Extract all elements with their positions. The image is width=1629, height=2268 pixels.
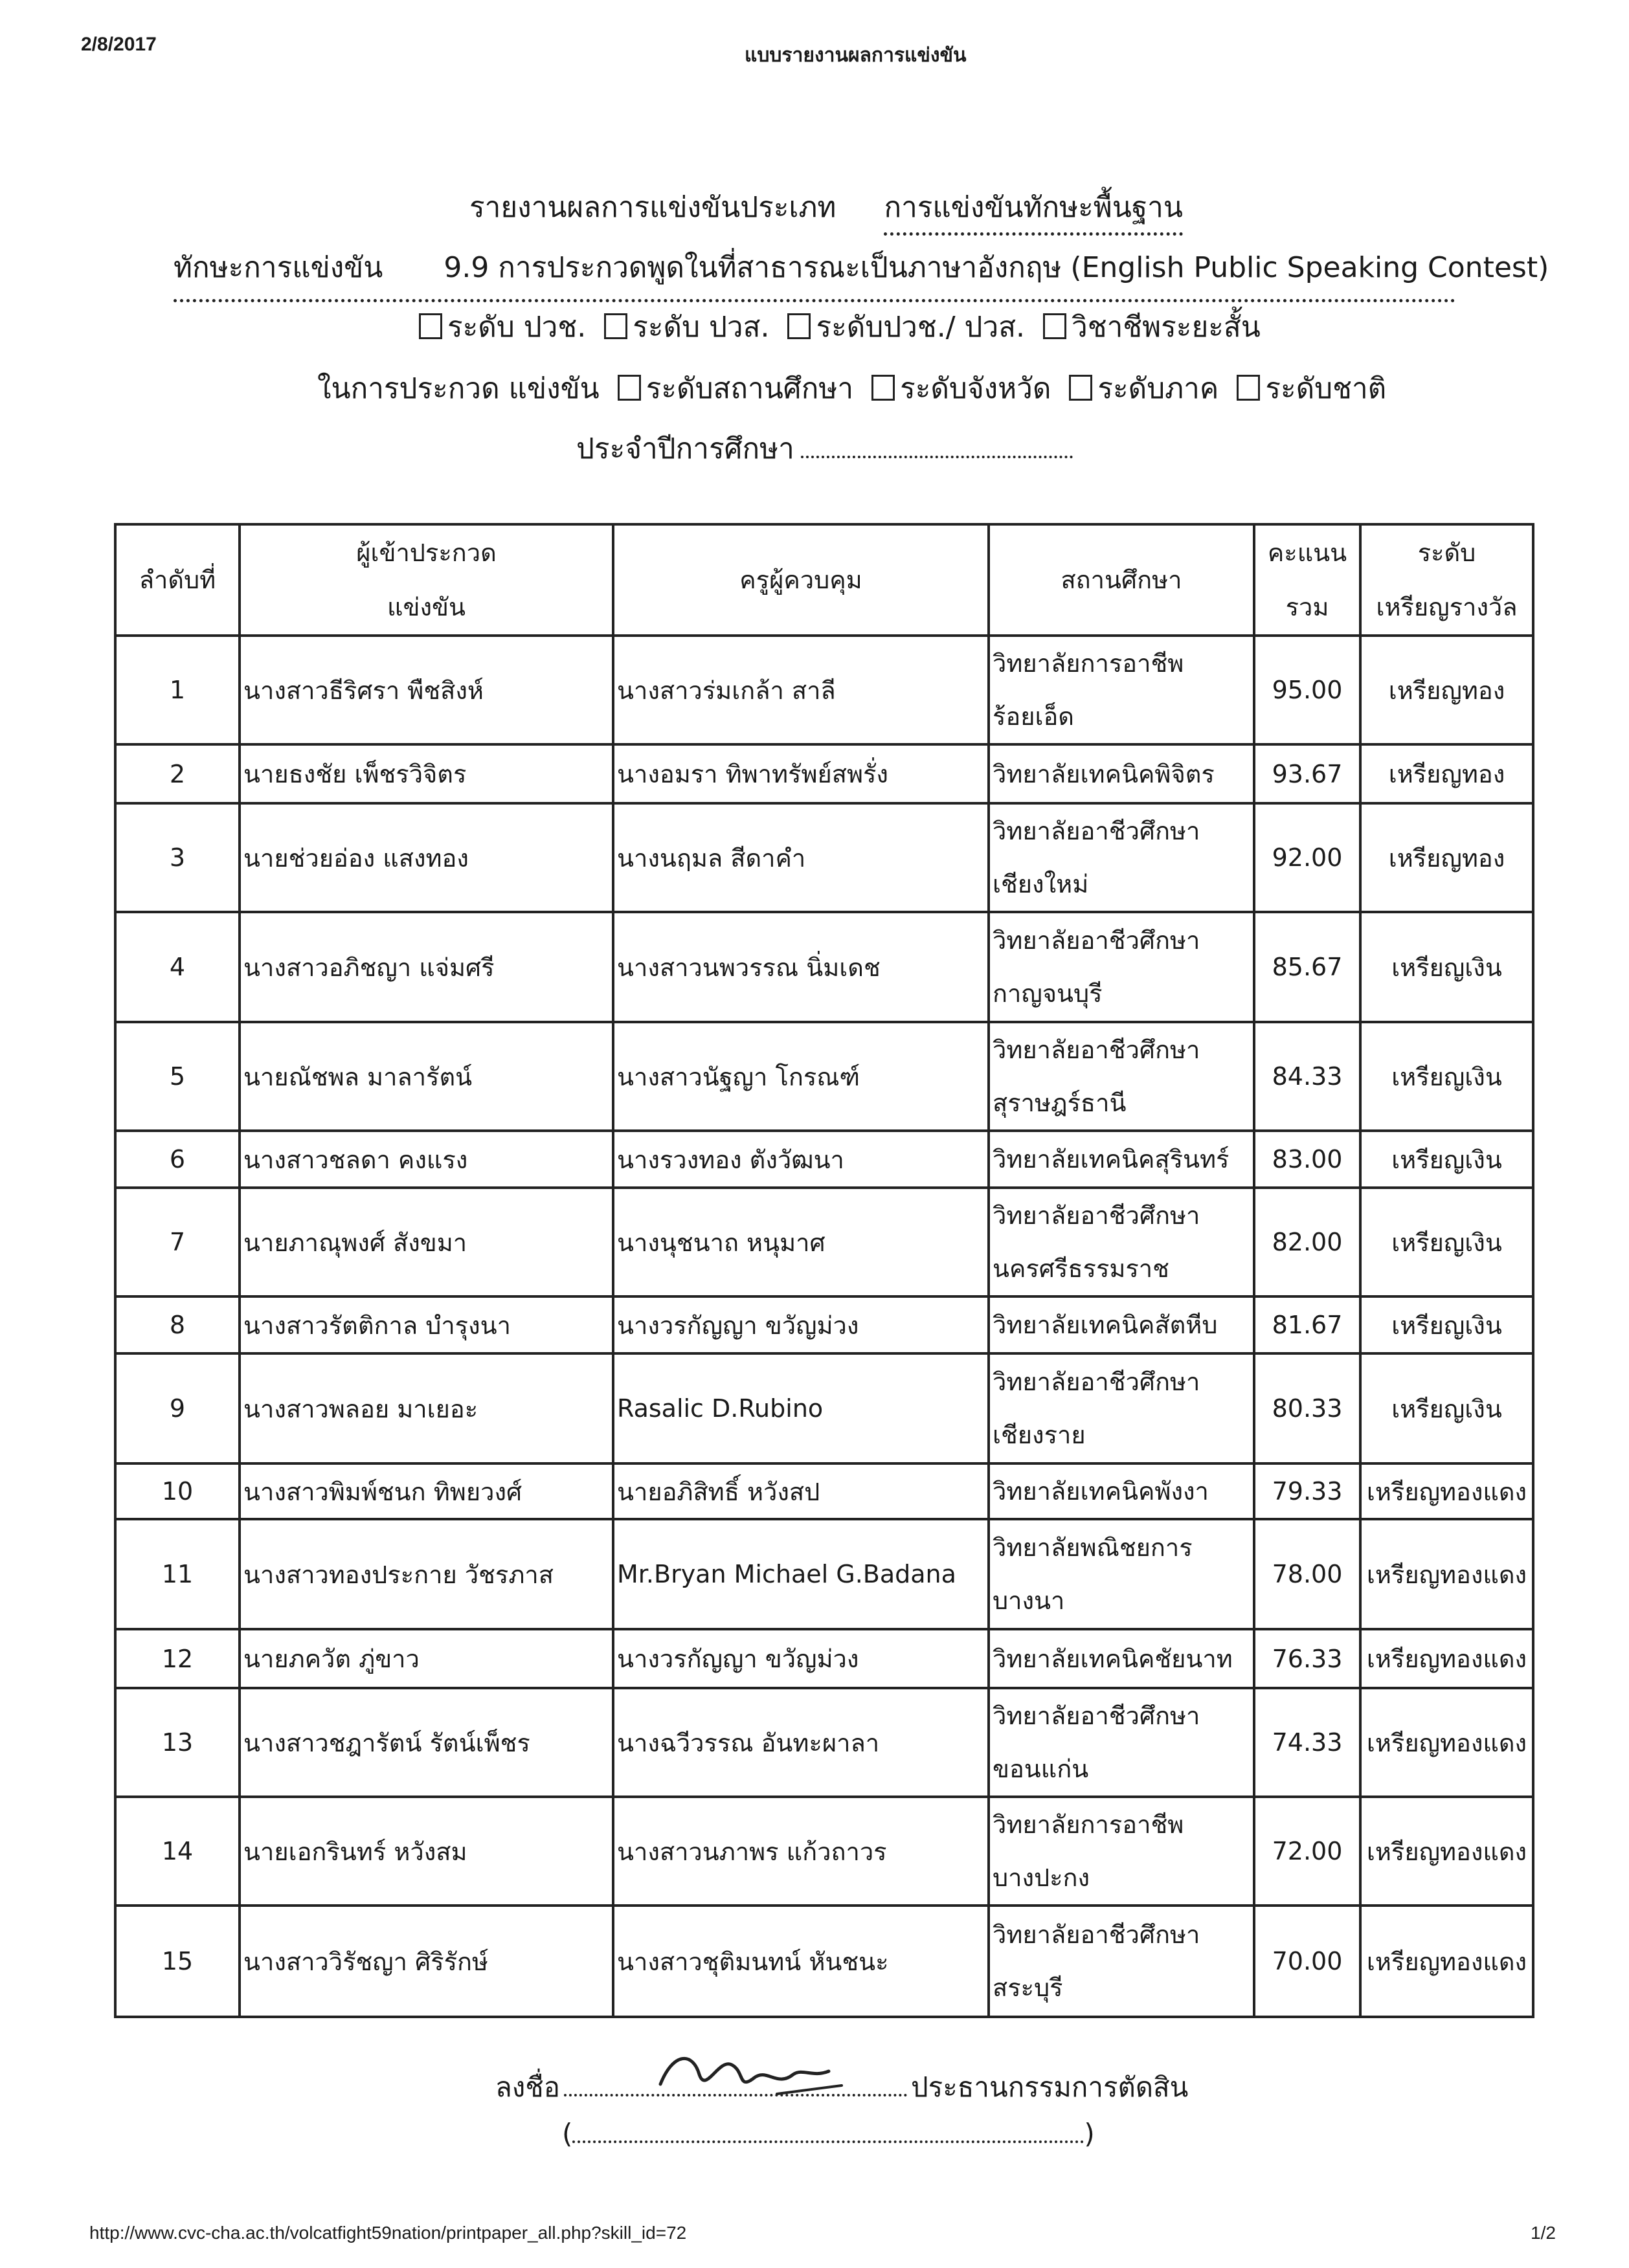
table-row [115,1688,1533,1797]
cell-contestant: นางสาวธีริศรา พืชสิงห์ [240,636,613,744]
cell-contestant: นางสาวพลอย มาเยอะ [240,1353,613,1463]
table-header-row [115,524,1533,636]
contest-checkbox [1237,375,1260,401]
table-row [115,636,1533,744]
cell-contestant: นายภควัต ภู่ขาว [240,1629,613,1688]
cell-coach: นางวรกัญญา ขวัญม่วง [613,1296,989,1353]
cell-score: 70.00 [1254,1906,1360,2017]
cell-school: วิทยาลัยอาชีวศึกษาเชียงใหม่ [989,803,1254,912]
cell-medal: เหรียญทองแดง [1360,1463,1533,1519]
cell-score: 93.67 [1254,744,1360,803]
cell-coach: นางนฤมล สีดาคำ [613,803,989,912]
cell-no: 13 [115,1688,240,1797]
cell-medal: เหรียญทองแดง [1360,1797,1533,1906]
contest-level-options [317,366,1386,411]
cell-score: 92.00 [1254,803,1360,912]
level-option-label: ระดับ ปวช. [447,311,587,344]
table-row [115,744,1533,803]
cell-no: 3 [115,803,240,912]
cell-school: วิทยาลัยอาชีวศึกษาเชียงราย [989,1353,1254,1463]
cell-contestant: นายเอกรินทร์ หวังสม [240,1797,613,1906]
level-checkbox [419,313,442,339]
cell-coach: นางรวงทอง ตังวัฒนา [613,1131,989,1188]
col-header-school: สถานศึกษา [989,524,1254,636]
level-option-label: ระดับ ปวส. [633,311,770,344]
contest-option-label: ระดับจังหวัด [900,372,1051,405]
contest-option-label: ระดับชาติ [1265,372,1387,405]
report-type-label: รายงานผลการแข่งขันประเภท [469,191,837,224]
cell-coach: นางอมรา ทิพาทรัพย์สพรั่ง [613,744,989,803]
table-row [115,1353,1533,1463]
cell-score: 79.33 [1254,1463,1360,1519]
table-row [115,803,1533,912]
col-header-medal-line1: ระดับ [1417,539,1476,567]
col-header-contestant-line2: แข่งขัน [387,593,466,621]
table-row [115,1629,1533,1688]
contest-label: ในการประกวด แข่งขัน [317,372,600,405]
level-checkbox [604,313,627,339]
report-type-value: การแข่งขันทักษะพื้นฐาน [884,184,1182,236]
cell-contestant: นางสาวพิมพ์ชนก ทิพยวงศ์ [240,1463,613,1519]
contest-option-label: ระดับภาค [1097,372,1219,405]
cell-school: วิทยาลัยเทคนิคสัตหีบ [989,1296,1254,1353]
table-row [115,1519,1533,1629]
level-option-label: ระดับปวช./ ปวส. [816,311,1026,344]
print-header-title: แบบรายงานผลการแข่งขัน [745,45,967,66]
cell-score: 82.00 [1254,1188,1360,1296]
contest-checkbox [1069,375,1092,401]
level-checkbox [1043,313,1066,339]
cell-school: วิทยาลัยการอาชีพร้อยเอ็ด [989,636,1254,744]
cell-school: วิทยาลัยอาชีวศึกษานครศรีธรรมราช [989,1188,1254,1296]
cell-coach: นางสาวนภาพร แก้วถาวร [613,1797,989,1906]
cell-score: 84.33 [1254,1022,1360,1131]
cell-score: 76.33 [1254,1629,1360,1688]
cell-school: วิทยาลัยเทคนิคพิจิตร [989,744,1254,803]
cell-medal: เหรียญเงิน [1360,912,1533,1022]
cell-coach: นางสาวชุติมนทน์ หันชนะ [613,1906,989,2017]
cell-score: 74.33 [1254,1688,1360,1797]
col-header-score [1254,524,1360,636]
signature-label: ลงชื่อ [495,2071,560,2103]
signature-open-paren: ( [562,2118,573,2150]
cell-no: 9 [115,1353,240,1463]
cell-contestant: นางสาวทองประกาย วัชรภาส [240,1519,613,1629]
cell-school: วิทยาลัยพณิชยการบางนา [989,1519,1254,1629]
cell-no: 14 [115,1797,240,1906]
cell-school: วิทยาลัยอาชีวศึกษาขอนแก่น [989,1688,1254,1797]
cell-no: 6 [115,1131,240,1188]
cell-coach: นางสาวร่มเกล้า สาลี [613,636,989,744]
cell-coach: นางสาวนัฐญา โกรณฑ์ [613,1022,989,1131]
cell-coach: Rasalic D.Rubino [613,1353,989,1463]
cell-coach: นางฉวีวรรณ อันทะผาลา [613,1688,989,1797]
cell-score: 72.00 [1254,1797,1360,1906]
cell-medal: เหรียญทอง [1360,744,1533,803]
table-row [115,1188,1533,1296]
contest-checkbox [871,375,895,401]
cell-no: 12 [115,1629,240,1688]
cell-medal: เหรียญเงิน [1360,1131,1533,1188]
col-header-score-line1: คะแนน [1267,539,1347,567]
table-row [115,1131,1533,1188]
cell-no: 11 [115,1519,240,1629]
cell-contestant: นายณัชพล มาลารัตน์ [240,1022,613,1131]
academic-year-blank [801,449,1073,458]
level-option-label: วิชาชีพระยะสั้น [1072,311,1261,344]
cell-school: วิทยาลัยอาชีวศึกษาสุราษฎร์ธานี [989,1022,1254,1131]
cell-no: 4 [115,912,240,1022]
cell-school: วิทยาลัยเทคนิคสุรินทร์ [989,1131,1254,1188]
signature-name-blank [572,2134,1084,2143]
col-header-medal-line2: เหรียญรางวัล [1376,593,1518,621]
cell-contestant: นางสาววิรัชญา ศิริรักษ์ [240,1906,613,2017]
cell-school: วิทยาลัยเทคนิคพังงา [989,1463,1254,1519]
cell-no: 5 [115,1022,240,1131]
table-row [115,1296,1533,1353]
cell-school: วิทยาลัยเทคนิคชัยนาท [989,1629,1254,1688]
col-header-coach: ครูผู้ควบคุม [613,524,989,636]
print-date: 2/8/2017 [81,34,157,55]
signature-name-line [562,2118,1095,2150]
contest-option-label: ระดับสถานศึกษา [646,372,854,405]
footer-url: http://www.cvc-cha.ac.th/volcatfight59nation/printpaper_all.php?skill_id=72 [89,2223,687,2243]
col-header-contestant [240,524,613,636]
cell-medal: เหรียญทองแดง [1360,1906,1533,2017]
table-row [115,1797,1533,1906]
cell-no: 8 [115,1296,240,1353]
cell-medal: เหรียญทองแดง [1360,1629,1533,1688]
cell-coach: Mr.Bryan Michael G.Badana [613,1519,989,1629]
cell-school: วิทยาลัยอาชีวศึกษาสระบุรี [989,1906,1254,2017]
cell-contestant: นางสาวชลดา คงแรง [240,1131,613,1188]
skill-value: 9.9 การประกวดพูดในที่สาธารณะเป็นภาษาอังกฤษ (English Public Speaking Contest) [444,251,1549,284]
cell-no: 2 [115,744,240,803]
cell-medal: เหรียญเงิน [1360,1353,1533,1463]
table-row [115,1463,1533,1519]
col-header-contestant-line1: ผู้เข้าประกวด [356,539,497,567]
cell-medal: เหรียญทอง [1360,803,1533,912]
level-options [410,304,1261,350]
signature-role: ประธานกรรมการตัดสิน [910,2071,1189,2103]
cell-score: 81.67 [1254,1296,1360,1353]
signature-line [495,2066,1188,2109]
cell-no: 1 [115,636,240,744]
cell-coach: นางวรกัญญา ขวัญม่วง [613,1629,989,1688]
footer-page-number: 1/2 [1531,2223,1556,2243]
results-table [114,523,1534,2018]
table-row [115,1906,1533,2017]
level-checkbox [787,313,811,339]
cell-score: 80.33 [1254,1353,1360,1463]
col-header-no: ลำดับที่ [115,524,240,636]
table-row [115,1022,1533,1131]
cell-contestant: นายช่วยอ่อง แสงทอง [240,803,613,912]
skill-label: ทักษะการแข่งขัน [174,251,383,284]
academic-year-line [576,426,1073,471]
report-type-line [469,184,1183,236]
cell-school: วิทยาลัยอาชีวศึกษากาญจนบุรี [989,912,1254,1022]
cell-contestant: นายภาณุพงศ์ สังขมา [240,1188,613,1296]
col-header-score-line2: รวม [1285,593,1329,621]
contest-checkbox [618,375,641,401]
cell-medal: เหรียญเงิน [1360,1188,1533,1296]
cell-contestant: นางสาวรัตติกาล บำรุงนา [240,1296,613,1353]
cell-score: 85.67 [1254,912,1360,1022]
cell-no: 7 [115,1188,240,1296]
cell-school: วิทยาลัยการอาชีพบางปะกง [989,1797,1254,1906]
cell-medal: เหรียญทองแดง [1360,1519,1533,1629]
signature-close-paren: ) [1084,2118,1095,2150]
cell-contestant: นางสาวอภิชญา แจ่มศรี [240,912,613,1022]
cell-medal: เหรียญทอง [1360,636,1533,744]
cell-medal: เหรียญทองแดง [1360,1688,1533,1797]
academic-year-label: ประจำปีการศึกษา [576,432,794,465]
cell-no: 10 [115,1463,240,1519]
cell-coach: นางสาวนพวรรณ นิ่มเดช [613,912,989,1022]
signature-blank [564,2087,907,2096]
cell-coach: นายอภิสิทธิ์ หวังสป [613,1463,989,1519]
cell-medal: เหรียญเงิน [1360,1296,1533,1353]
cell-medal: เหรียญเงิน [1360,1022,1533,1131]
cell-score: 83.00 [1254,1131,1360,1188]
cell-no: 15 [115,1906,240,2017]
col-header-medal [1360,524,1533,636]
cell-score: 78.00 [1254,1519,1360,1629]
cell-contestant: นายธงชัย เพ็ชรวิจิตร [240,744,613,803]
cell-coach: นางนุชนาถ หนุมาศ [613,1188,989,1296]
skill-line [174,245,1549,302]
cell-score: 95.00 [1254,636,1360,744]
table-row [115,912,1533,1022]
cell-contestant: นางสาวชฎารัตน์ รัตน์เพ็ชร [240,1688,613,1797]
